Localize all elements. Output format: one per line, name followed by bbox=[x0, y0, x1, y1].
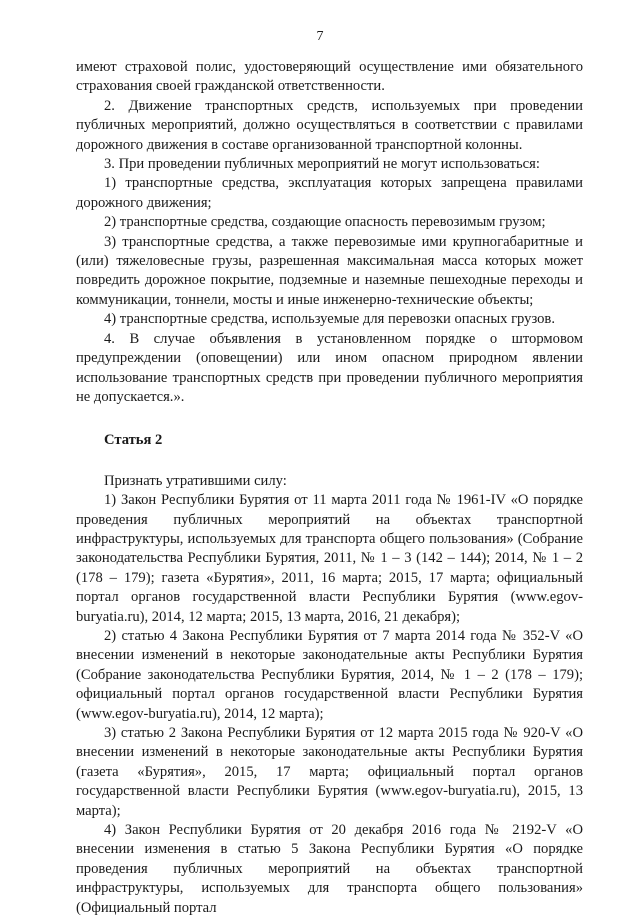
paragraph: 3. При проведении публичных мероприятий не могут использоваться: bbox=[104, 156, 540, 173]
paragraph: 2) статью 4 Закона Республики Бурятия от 7 марта 2014 года № 352-V «О внесении изменений в некоторые законодательные акты Республики Бурятия (Собрание законодательства Республики Бурятия, 2014, № 1 – 2 (178 – 179); официальный портал органов государственной власти Республики Бурятия (www.egov-buryatia.ru), 2014, 12 марта); bbox=[76, 627, 583, 722]
document-body bbox=[76, 58, 583, 918]
paragraph: 2) транспортные средства, создающие опасность перевозимым грузом; bbox=[104, 214, 546, 231]
paragraph: Признать утратившими силу: bbox=[104, 472, 287, 489]
paragraph: 4. В случае объявления в установленном порядке о штормовом предупреждении (оповещении) или ином опасном природном явлении использование транспортных средств при проведении публичного мероприятия не допускается.». bbox=[76, 330, 583, 405]
paragraph: имеют страховой полис, удостоверяющий осуществление ими обязательного страхования своей гражданской ответственности. bbox=[76, 59, 583, 95]
paragraph: 4) транспортные средства, используемые для перевозки опасных грузов. bbox=[104, 311, 555, 328]
page-number: 7 bbox=[316, 29, 324, 44]
article-heading: Статья 2 bbox=[104, 432, 163, 449]
paragraph: 3) статью 2 Закона Республики Бурятия от 12 марта 2015 года № 920-V «О внесении изменений в некоторые законодательные акты Республики Бурятия (газета «Бурятия», 2015, 17 марта; официальный портал органов государственной власти Республики Бурятия (www.egov-buryatia.ru), 2015, 13 марта); bbox=[76, 725, 583, 819]
paragraph: 1) Закон Республики Бурятия от 11 марта 2011 года № 1961-IV «О порядке проведения публичных мероприятий на объектах транспортной инфраструктуры, используемых для транспорта общего пользования» (Собрание законодательства Республики Бурятия, 2011, № 1 – 3 (142 – 144); 2014, № 1 – 2 (178 – 179); газета «Бурятия», 2011, 16 марта; 2015, 17 марта; официальный портал органов государственной власти Республики Бурятия (www.egov-buryatia.ru), 2014, 12 марта; 2015, 13 марта, 2016, 21 декабря); bbox=[76, 492, 583, 625]
paragraph: 4) Закон Республики Бурятия от 20 декабря 2016 года № 2192-V «О внесении изменения в статью 5 Закона Республики Бурятия «О порядке проведения публичных мероприятий на объектах транспортной инфраструктуры, используемых для транспорта общего пользования» (Официальный портал bbox=[76, 822, 583, 916]
paragraph: 2. Движение транспортных средств, используемых при проведении публичных мероприятий, должно осуществляться в соответствии с правилами дорожного движения в составе организованной транспортной колонны. bbox=[76, 97, 583, 153]
paragraph: 1) транспортные средства, эксплуатация которых запрещена правилами дорожного движения; bbox=[76, 175, 583, 211]
paragraph: 3) транспортные средства, а также перевозимые ими крупногабаритные и (или) тяжеловесные грузы, разрешенная максимальная масса которых может повредить дорожное покрытие, подземные и наземные пешеходные переходы и коммуникации, тоннели, мосты и иные инженерно-технические объекты; bbox=[76, 233, 583, 308]
